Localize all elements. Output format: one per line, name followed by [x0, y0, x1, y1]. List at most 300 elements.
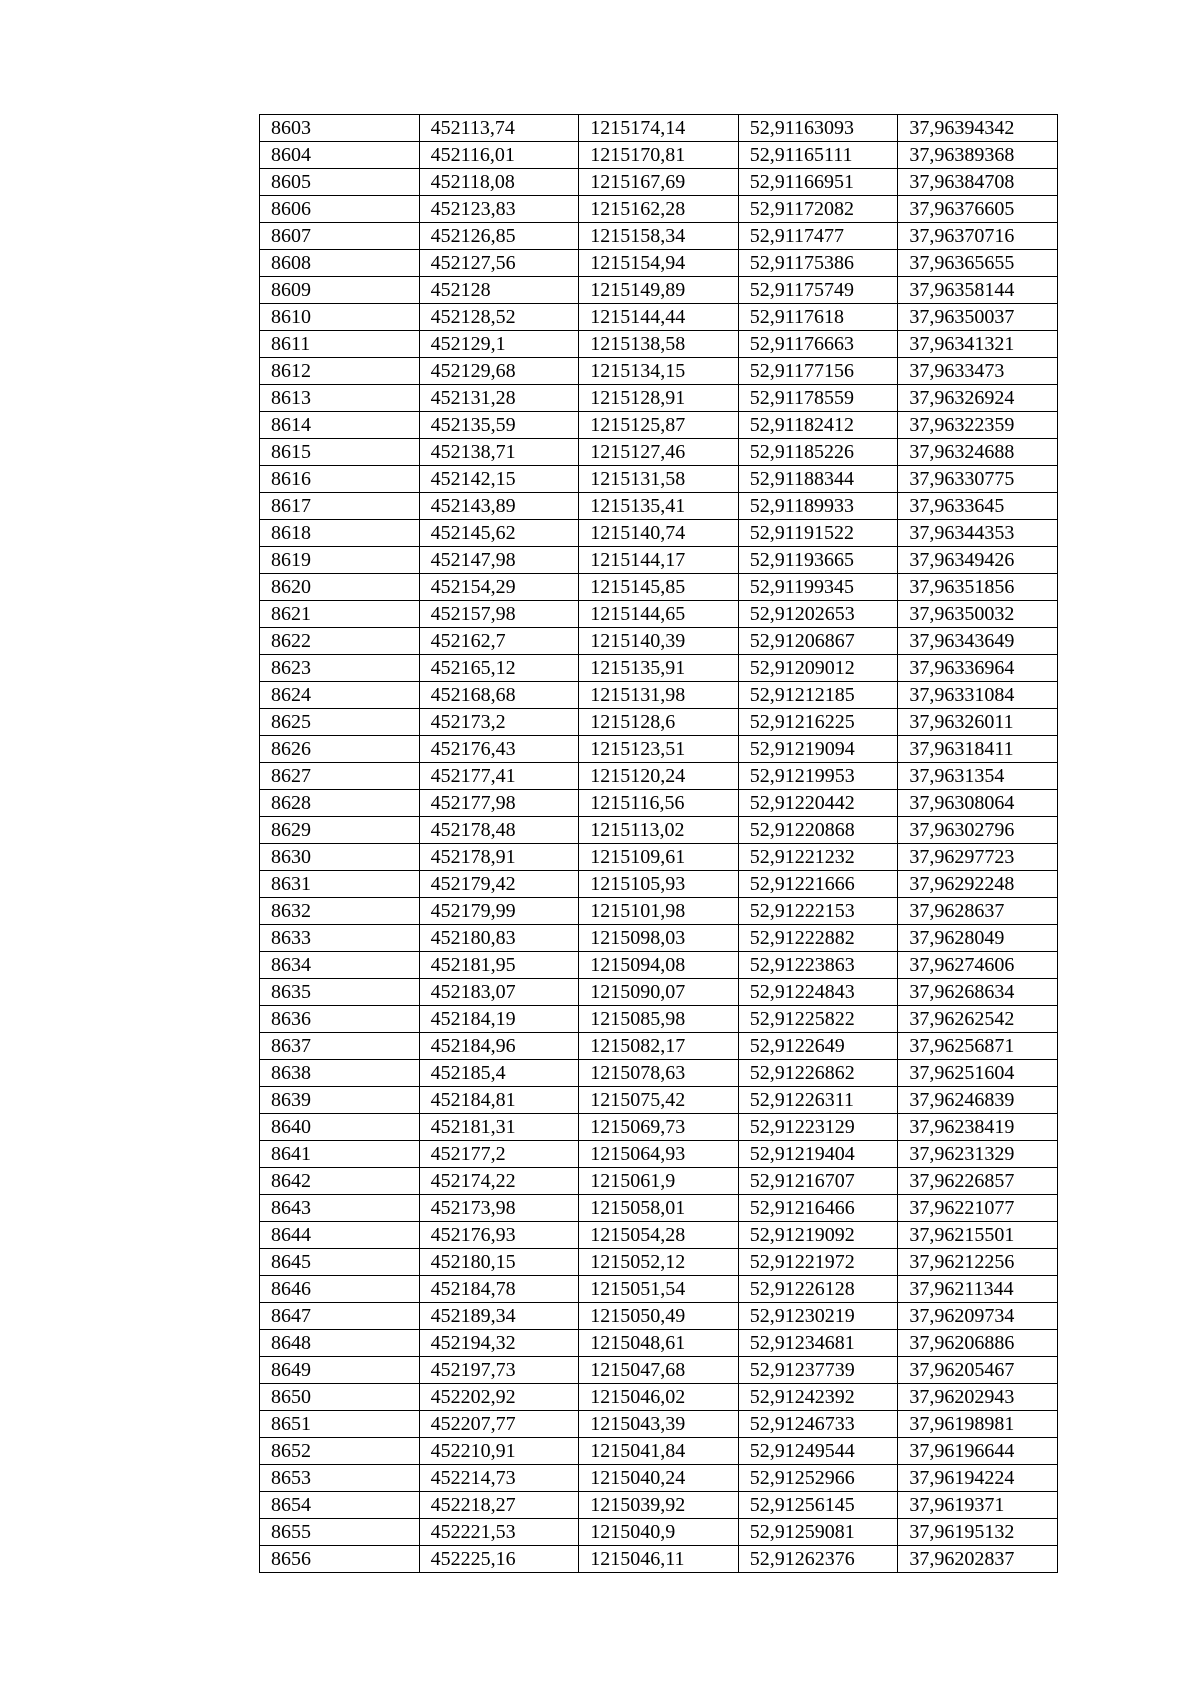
- latitude-cell: 52,91224843: [738, 979, 898, 1006]
- longitude-cell: 37,96209734: [898, 1303, 1058, 1330]
- y-coordinate-cell: 1215125,87: [579, 412, 739, 439]
- longitude-cell: 37,96226857: [898, 1168, 1058, 1195]
- longitude-cell: 37,96238419: [898, 1114, 1058, 1141]
- table-row: [260, 655, 1058, 682]
- y-coordinate-cell: 1215109,61: [579, 844, 739, 871]
- table-row: [260, 763, 1058, 790]
- latitude-cell: 52,9117618: [738, 304, 898, 331]
- longitude-cell: 37,96330775: [898, 466, 1058, 493]
- point-number-cell: 8610: [260, 304, 420, 331]
- longitude-cell: 37,96322359: [898, 412, 1058, 439]
- y-coordinate-cell: 1215040,9: [579, 1519, 739, 1546]
- table-row: [260, 790, 1058, 817]
- x-coordinate-cell: 452116,01: [419, 142, 579, 169]
- point-number-cell: 8650: [260, 1384, 420, 1411]
- table-row: [260, 1438, 1058, 1465]
- table-row: [260, 1087, 1058, 1114]
- point-number-cell: 8626: [260, 736, 420, 763]
- point-number-cell: 8620: [260, 574, 420, 601]
- x-coordinate-cell: 452143,89: [419, 493, 579, 520]
- longitude-cell: 37,96376605: [898, 196, 1058, 223]
- point-number-cell: 8637: [260, 1033, 420, 1060]
- x-coordinate-cell: 452210,91: [419, 1438, 579, 1465]
- table-row: [260, 1357, 1058, 1384]
- latitude-cell: 52,9117477: [738, 223, 898, 250]
- point-number-cell: 8655: [260, 1519, 420, 1546]
- y-coordinate-cell: 1215174,14: [579, 115, 739, 142]
- point-number-cell: 8630: [260, 844, 420, 871]
- point-number-cell: 8615: [260, 439, 420, 466]
- latitude-cell: 52,91219094: [738, 736, 898, 763]
- latitude-cell: 52,91225822: [738, 1006, 898, 1033]
- table-row: [260, 1330, 1058, 1357]
- table-row: [260, 1303, 1058, 1330]
- latitude-cell: 52,91252966: [738, 1465, 898, 1492]
- latitude-cell: 52,91226311: [738, 1087, 898, 1114]
- table-row: [260, 439, 1058, 466]
- latitude-cell: 52,91209012: [738, 655, 898, 682]
- x-coordinate-cell: 452157,98: [419, 601, 579, 628]
- latitude-cell: 52,91256145: [738, 1492, 898, 1519]
- longitude-cell: 37,96202837: [898, 1546, 1058, 1573]
- y-coordinate-cell: 1215069,73: [579, 1114, 739, 1141]
- longitude-cell: 37,96350032: [898, 601, 1058, 628]
- table-row: [260, 493, 1058, 520]
- latitude-cell: 52,91202653: [738, 601, 898, 628]
- table-row: [260, 682, 1058, 709]
- x-coordinate-cell: 452145,62: [419, 520, 579, 547]
- latitude-cell: 52,91206867: [738, 628, 898, 655]
- table-row: [260, 304, 1058, 331]
- point-number-cell: 8616: [260, 466, 420, 493]
- longitude-cell: 37,96351856: [898, 574, 1058, 601]
- longitude-cell: 37,96198981: [898, 1411, 1058, 1438]
- table-row: [260, 898, 1058, 925]
- point-number-cell: 8639: [260, 1087, 420, 1114]
- point-number-cell: 8633: [260, 925, 420, 952]
- y-coordinate-cell: 1215149,89: [579, 277, 739, 304]
- longitude-cell: 37,96302796: [898, 817, 1058, 844]
- table-row: [260, 331, 1058, 358]
- x-coordinate-cell: 452197,73: [419, 1357, 579, 1384]
- point-number-cell: 8641: [260, 1141, 420, 1168]
- y-coordinate-cell: 1215131,58: [579, 466, 739, 493]
- x-coordinate-cell: 452174,22: [419, 1168, 579, 1195]
- x-coordinate-cell: 452179,42: [419, 871, 579, 898]
- latitude-cell: 52,91165111: [738, 142, 898, 169]
- longitude-cell: 37,96324688: [898, 439, 1058, 466]
- y-coordinate-cell: 1215075,42: [579, 1087, 739, 1114]
- point-number-cell: 8652: [260, 1438, 420, 1465]
- latitude-cell: 52,91199345: [738, 574, 898, 601]
- longitude-cell: 37,96292248: [898, 871, 1058, 898]
- table-row: [260, 925, 1058, 952]
- longitude-cell: 37,96365655: [898, 250, 1058, 277]
- latitude-cell: 52,91219953: [738, 763, 898, 790]
- y-coordinate-cell: 1215082,17: [579, 1033, 739, 1060]
- longitude-cell: 37,96344353: [898, 520, 1058, 547]
- latitude-cell: 52,91175749: [738, 277, 898, 304]
- longitude-cell: 37,96195132: [898, 1519, 1058, 1546]
- y-coordinate-cell: 1215078,63: [579, 1060, 739, 1087]
- latitude-cell: 52,91172082: [738, 196, 898, 223]
- table-row: [260, 1195, 1058, 1222]
- latitude-cell: 52,91212185: [738, 682, 898, 709]
- longitude-cell: 37,96331084: [898, 682, 1058, 709]
- point-number-cell: 8609: [260, 277, 420, 304]
- longitude-cell: 37,96221077: [898, 1195, 1058, 1222]
- longitude-cell: 37,9633473: [898, 358, 1058, 385]
- y-coordinate-cell: 1215040,24: [579, 1465, 739, 1492]
- longitude-cell: 37,96246839: [898, 1087, 1058, 1114]
- longitude-cell: 37,96350037: [898, 304, 1058, 331]
- y-coordinate-cell: 1215140,39: [579, 628, 739, 655]
- table-row: [260, 817, 1058, 844]
- y-coordinate-cell: 1215058,01: [579, 1195, 739, 1222]
- point-number-cell: 8646: [260, 1276, 420, 1303]
- latitude-cell: 52,91220868: [738, 817, 898, 844]
- latitude-cell: 52,91262376: [738, 1546, 898, 1573]
- y-coordinate-cell: 1215098,03: [579, 925, 739, 952]
- x-coordinate-cell: 452218,27: [419, 1492, 579, 1519]
- latitude-cell: 52,91249544: [738, 1438, 898, 1465]
- longitude-cell: 37,96194224: [898, 1465, 1058, 1492]
- latitude-cell: 52,91176663: [738, 331, 898, 358]
- y-coordinate-cell: 1215170,81: [579, 142, 739, 169]
- table-row: [260, 520, 1058, 547]
- x-coordinate-cell: 452176,43: [419, 736, 579, 763]
- table-row: [260, 115, 1058, 142]
- longitude-cell: 37,96206886: [898, 1330, 1058, 1357]
- point-number-cell: 8608: [260, 250, 420, 277]
- latitude-cell: 52,91220442: [738, 790, 898, 817]
- latitude-cell: 52,91177156: [738, 358, 898, 385]
- y-coordinate-cell: 1215050,49: [579, 1303, 739, 1330]
- x-coordinate-cell: 452214,73: [419, 1465, 579, 1492]
- latitude-cell: 52,91221666: [738, 871, 898, 898]
- x-coordinate-cell: 452113,74: [419, 115, 579, 142]
- point-number-cell: 8635: [260, 979, 420, 1006]
- latitude-cell: 52,91219404: [738, 1141, 898, 1168]
- latitude-cell: 52,91178559: [738, 385, 898, 412]
- x-coordinate-cell: 452177,2: [419, 1141, 579, 1168]
- longitude-cell: 37,96384708: [898, 169, 1058, 196]
- x-coordinate-cell: 452176,93: [419, 1222, 579, 1249]
- longitude-cell: 37,9633645: [898, 493, 1058, 520]
- x-coordinate-cell: 452207,77: [419, 1411, 579, 1438]
- point-number-cell: 8645: [260, 1249, 420, 1276]
- x-coordinate-cell: 452173,98: [419, 1195, 579, 1222]
- point-number-cell: 8611: [260, 331, 420, 358]
- longitude-cell: 37,9628637: [898, 898, 1058, 925]
- y-coordinate-cell: 1215144,17: [579, 547, 739, 574]
- point-number-cell: 8604: [260, 142, 420, 169]
- y-coordinate-cell: 1215145,85: [579, 574, 739, 601]
- x-coordinate-cell: 452181,31: [419, 1114, 579, 1141]
- latitude-cell: 52,91221232: [738, 844, 898, 871]
- point-number-cell: 8612: [260, 358, 420, 385]
- point-number-cell: 8654: [260, 1492, 420, 1519]
- table-row: [260, 1141, 1058, 1168]
- table-row: [260, 1006, 1058, 1033]
- latitude-cell: 52,91221972: [738, 1249, 898, 1276]
- longitude-cell: 37,96370716: [898, 223, 1058, 250]
- latitude-cell: 52,91234681: [738, 1330, 898, 1357]
- latitude-cell: 52,91242392: [738, 1384, 898, 1411]
- point-number-cell: 8627: [260, 763, 420, 790]
- y-coordinate-cell: 1215134,15: [579, 358, 739, 385]
- y-coordinate-cell: 1215090,07: [579, 979, 739, 1006]
- y-coordinate-cell: 1215085,98: [579, 1006, 739, 1033]
- longitude-cell: 37,96215501: [898, 1222, 1058, 1249]
- point-number-cell: 8638: [260, 1060, 420, 1087]
- table-row: [260, 385, 1058, 412]
- y-coordinate-cell: 1215128,91: [579, 385, 739, 412]
- y-coordinate-cell: 1215046,02: [579, 1384, 739, 1411]
- y-coordinate-cell: 1215154,94: [579, 250, 739, 277]
- point-number-cell: 8640: [260, 1114, 420, 1141]
- x-coordinate-cell: 452179,99: [419, 898, 579, 925]
- table-row: [260, 844, 1058, 871]
- longitude-cell: 37,96196644: [898, 1438, 1058, 1465]
- point-number-cell: 8628: [260, 790, 420, 817]
- y-coordinate-cell: 1215135,41: [579, 493, 739, 520]
- x-coordinate-cell: 452180,83: [419, 925, 579, 952]
- longitude-cell: 37,96343649: [898, 628, 1058, 655]
- point-number-cell: 8623: [260, 655, 420, 682]
- x-coordinate-cell: 452177,41: [419, 763, 579, 790]
- y-coordinate-cell: 1215041,84: [579, 1438, 739, 1465]
- point-number-cell: 8656: [260, 1546, 420, 1573]
- x-coordinate-cell: 452162,7: [419, 628, 579, 655]
- x-coordinate-cell: 452225,16: [419, 1546, 579, 1573]
- latitude-cell: 52,91163093: [738, 115, 898, 142]
- point-number-cell: 8619: [260, 547, 420, 574]
- x-coordinate-cell: 452128: [419, 277, 579, 304]
- longitude-cell: 37,96212256: [898, 1249, 1058, 1276]
- latitude-cell: 52,91223863: [738, 952, 898, 979]
- point-number-cell: 8621: [260, 601, 420, 628]
- latitude-cell: 52,91216707: [738, 1168, 898, 1195]
- y-coordinate-cell: 1215047,68: [579, 1357, 739, 1384]
- point-number-cell: 8605: [260, 169, 420, 196]
- x-coordinate-cell: 452178,48: [419, 817, 579, 844]
- y-coordinate-cell: 1215131,98: [579, 682, 739, 709]
- x-coordinate-cell: 452173,2: [419, 709, 579, 736]
- latitude-cell: 52,91188344: [738, 466, 898, 493]
- x-coordinate-cell: 452154,29: [419, 574, 579, 601]
- x-coordinate-cell: 452194,32: [419, 1330, 579, 1357]
- x-coordinate-cell: 452177,98: [419, 790, 579, 817]
- y-coordinate-cell: 1215120,24: [579, 763, 739, 790]
- latitude-cell: 52,91237739: [738, 1357, 898, 1384]
- latitude-cell: 52,91223129: [738, 1114, 898, 1141]
- latitude-cell: 52,91259081: [738, 1519, 898, 1546]
- longitude-cell: 37,96308064: [898, 790, 1058, 817]
- x-coordinate-cell: 452138,71: [419, 439, 579, 466]
- point-number-cell: 8651: [260, 1411, 420, 1438]
- table-row: [260, 196, 1058, 223]
- latitude-cell: 52,91226862: [738, 1060, 898, 1087]
- x-coordinate-cell: 452127,56: [419, 250, 579, 277]
- table-row: [260, 1060, 1058, 1087]
- y-coordinate-cell: 1215051,54: [579, 1276, 739, 1303]
- x-coordinate-cell: 452183,07: [419, 979, 579, 1006]
- coordinates-table: [259, 114, 1058, 1573]
- table-row: [260, 628, 1058, 655]
- point-number-cell: 8624: [260, 682, 420, 709]
- longitude-cell: 37,9631354: [898, 763, 1058, 790]
- table-row: [260, 412, 1058, 439]
- y-coordinate-cell: 1215123,51: [579, 736, 739, 763]
- table-row: [260, 709, 1058, 736]
- point-number-cell: 8629: [260, 817, 420, 844]
- x-coordinate-cell: 452185,4: [419, 1060, 579, 1087]
- table-row: [260, 466, 1058, 493]
- x-coordinate-cell: 452189,34: [419, 1303, 579, 1330]
- point-number-cell: 8606: [260, 196, 420, 223]
- y-coordinate-cell: 1215105,93: [579, 871, 739, 898]
- point-number-cell: 8648: [260, 1330, 420, 1357]
- table-row: [260, 1168, 1058, 1195]
- longitude-cell: 37,96349426: [898, 547, 1058, 574]
- table-row: [260, 1114, 1058, 1141]
- y-coordinate-cell: 1215113,02: [579, 817, 739, 844]
- latitude-cell: 52,91216466: [738, 1195, 898, 1222]
- point-number-cell: 8607: [260, 223, 420, 250]
- y-coordinate-cell: 1215046,11: [579, 1546, 739, 1573]
- point-number-cell: 8614: [260, 412, 420, 439]
- y-coordinate-cell: 1215144,65: [579, 601, 739, 628]
- x-coordinate-cell: 452221,53: [419, 1519, 579, 1546]
- x-coordinate-cell: 452180,15: [419, 1249, 579, 1276]
- x-coordinate-cell: 452184,19: [419, 1006, 579, 1033]
- longitude-cell: 37,96205467: [898, 1357, 1058, 1384]
- x-coordinate-cell: 452123,83: [419, 196, 579, 223]
- point-number-cell: 8618: [260, 520, 420, 547]
- table-row: [260, 1249, 1058, 1276]
- latitude-cell: 52,91219092: [738, 1222, 898, 1249]
- x-coordinate-cell: 452202,92: [419, 1384, 579, 1411]
- table-row: [260, 1276, 1058, 1303]
- point-number-cell: 8631: [260, 871, 420, 898]
- x-coordinate-cell: 452129,1: [419, 331, 579, 358]
- longitude-cell: 37,96336964: [898, 655, 1058, 682]
- y-coordinate-cell: 1215128,6: [579, 709, 739, 736]
- point-number-cell: 8634: [260, 952, 420, 979]
- latitude-cell: 52,91230219: [738, 1303, 898, 1330]
- x-coordinate-cell: 452184,78: [419, 1276, 579, 1303]
- y-coordinate-cell: 1215158,34: [579, 223, 739, 250]
- longitude-cell: 37,96326924: [898, 385, 1058, 412]
- point-number-cell: 8642: [260, 1168, 420, 1195]
- latitude-cell: 52,91189933: [738, 493, 898, 520]
- latitude-cell: 52,9122649: [738, 1033, 898, 1060]
- x-coordinate-cell: 452178,91: [419, 844, 579, 871]
- point-number-cell: 8644: [260, 1222, 420, 1249]
- x-coordinate-cell: 452118,08: [419, 169, 579, 196]
- y-coordinate-cell: 1215167,69: [579, 169, 739, 196]
- longitude-cell: 37,96358144: [898, 277, 1058, 304]
- point-number-cell: 8636: [260, 1006, 420, 1033]
- longitude-cell: 37,9628049: [898, 925, 1058, 952]
- longitude-cell: 37,96256871: [898, 1033, 1058, 1060]
- latitude-cell: 52,91226128: [738, 1276, 898, 1303]
- x-coordinate-cell: 452142,15: [419, 466, 579, 493]
- longitude-cell: 37,96251604: [898, 1060, 1058, 1087]
- y-coordinate-cell: 1215061,9: [579, 1168, 739, 1195]
- y-coordinate-cell: 1215039,92: [579, 1492, 739, 1519]
- longitude-cell: 37,96268634: [898, 979, 1058, 1006]
- latitude-cell: 52,91216225: [738, 709, 898, 736]
- x-coordinate-cell: 452184,81: [419, 1087, 579, 1114]
- table-row: [260, 979, 1058, 1006]
- longitude-cell: 37,96211344: [898, 1276, 1058, 1303]
- x-coordinate-cell: 452129,68: [419, 358, 579, 385]
- table-row: [260, 142, 1058, 169]
- y-coordinate-cell: 1215064,93: [579, 1141, 739, 1168]
- table-row: [260, 1411, 1058, 1438]
- table-row: [260, 358, 1058, 385]
- x-coordinate-cell: 452168,68: [419, 682, 579, 709]
- latitude-cell: 52,91166951: [738, 169, 898, 196]
- point-number-cell: 8647: [260, 1303, 420, 1330]
- longitude-cell: 37,96341321: [898, 331, 1058, 358]
- latitude-cell: 52,91191522: [738, 520, 898, 547]
- y-coordinate-cell: 1215138,58: [579, 331, 739, 358]
- latitude-cell: 52,91222153: [738, 898, 898, 925]
- table-row: [260, 250, 1058, 277]
- point-number-cell: 8617: [260, 493, 420, 520]
- point-number-cell: 8603: [260, 115, 420, 142]
- y-coordinate-cell: 1215140,74: [579, 520, 739, 547]
- latitude-cell: 52,91185226: [738, 439, 898, 466]
- longitude-cell: 37,96394342: [898, 115, 1058, 142]
- table-row: [260, 223, 1058, 250]
- coordinates-table-body: [260, 115, 1058, 1573]
- table-row: [260, 601, 1058, 628]
- point-number-cell: 8613: [260, 385, 420, 412]
- longitude-cell: 37,96231329: [898, 1141, 1058, 1168]
- x-coordinate-cell: 452126,85: [419, 223, 579, 250]
- point-number-cell: 8649: [260, 1357, 420, 1384]
- latitude-cell: 52,91246733: [738, 1411, 898, 1438]
- table-row: [260, 736, 1058, 763]
- x-coordinate-cell: 452128,52: [419, 304, 579, 331]
- latitude-cell: 52,91175386: [738, 250, 898, 277]
- y-coordinate-cell: 1215094,08: [579, 952, 739, 979]
- table-row: [260, 277, 1058, 304]
- table-row: [260, 1465, 1058, 1492]
- y-coordinate-cell: 1215052,12: [579, 1249, 739, 1276]
- table-row: [260, 1546, 1058, 1573]
- latitude-cell: 52,91222882: [738, 925, 898, 952]
- table-row: [260, 547, 1058, 574]
- y-coordinate-cell: 1215127,46: [579, 439, 739, 466]
- y-coordinate-cell: 1215162,28: [579, 196, 739, 223]
- longitude-cell: 37,96389368: [898, 142, 1058, 169]
- table-row: [260, 1384, 1058, 1411]
- table-row: [260, 1033, 1058, 1060]
- table-row: [260, 1492, 1058, 1519]
- point-number-cell: 8622: [260, 628, 420, 655]
- x-coordinate-cell: 452184,96: [419, 1033, 579, 1060]
- longitude-cell: 37,96326011: [898, 709, 1058, 736]
- x-coordinate-cell: 452181,95: [419, 952, 579, 979]
- table-row: [260, 1519, 1058, 1546]
- table-row: [260, 1222, 1058, 1249]
- point-number-cell: 8632: [260, 898, 420, 925]
